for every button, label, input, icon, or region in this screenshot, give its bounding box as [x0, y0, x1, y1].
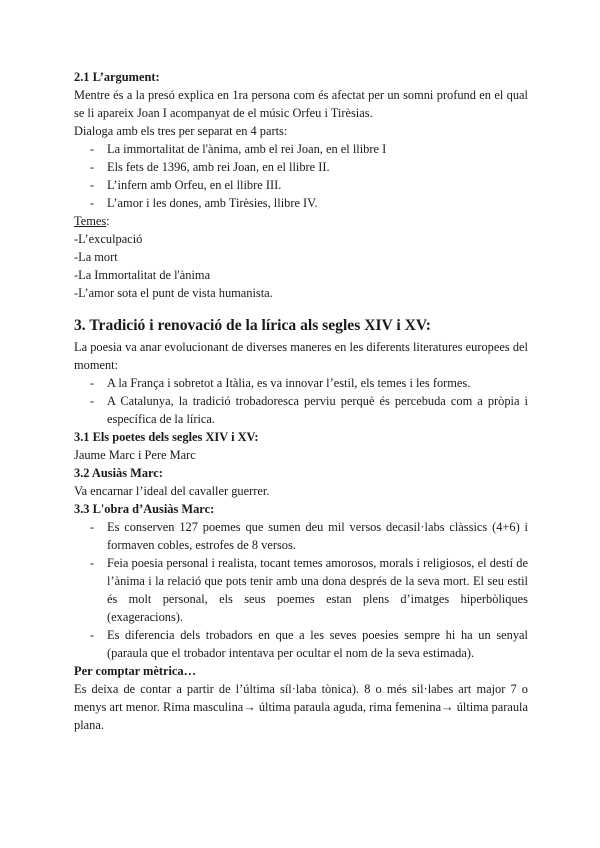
tema-item: -La mort [74, 250, 118, 264]
temes-colon: : [106, 214, 110, 228]
section-2-1-intro: Mentre és a la presó explica en 1ra persona com és afectat per un somni profund en el qual se li apareix Joan I acompanyat de el músic Orfeu i Tirèsias. [74, 88, 528, 120]
tema-item: -L’exculpació [74, 232, 143, 246]
section-3-3-heading: 3.3 L'obra d’Ausiàs Marc: [74, 502, 215, 516]
section-3-2-heading: 3.2 Ausiàs Marc: [74, 466, 163, 480]
section-3-2-text: Va encarnar l’ideal del cavaller guerrer. [74, 484, 270, 498]
section-3-intro: La poesia va anar evolucionant de diverses maneres en les diferents literatures europees del moment: [74, 340, 528, 372]
section-3-list [74, 374, 528, 428]
document-page [74, 68, 528, 734]
metrica-heading: Per comptar mètrica… [74, 664, 197, 678]
metrica-text: Es deixa de contar a partir de l’última síl·laba tònica). 8 o més sil·labes art major 7 o menys art menor. Rima masculina→ última paraula aguda, rima femenina→ última paraula plana. [74, 682, 528, 732]
list-item: - La immortalitat de l'ànima, amb el rei Joan, en el llibre I [74, 140, 528, 158]
list-item: - Es conserven 127 poemes que sumen deu mil versos decasil·labs clàssics (4+6) i formaven cobles, estrofes de 8 versos. [74, 518, 528, 554]
tema-item: -La Immortalitat de l'ànima [74, 268, 211, 282]
tema-item: -L’amor sota el punt de vista humanista. [74, 286, 273, 300]
temes-label-line [74, 212, 528, 230]
temes-label: Temes [74, 214, 107, 228]
section-3-3-list [74, 518, 528, 662]
section-2-1-parts-list [74, 140, 528, 212]
section-2-1-heading: 2.1 L’argument: [74, 70, 160, 84]
list-item: - A la França i sobretot a Itàlia, es va innovar l’estil, els temes i les formes. [74, 374, 528, 392]
list-item: - Els fets de 1396, amb rei Joan, en el llibre II. [74, 158, 528, 176]
section-3-1-heading: 3.1 Els poetes dels segles XIV i XV: [74, 430, 259, 444]
list-item: - Es diferencia dels trobadors en que a les seves poesies sempre hi ha un senyal (paraula que el trobador intentava per ocultar el nom de la seva estimada). [74, 626, 528, 662]
list-item: - Feia poesia personal i realista, tocant temes amorosos, morals i religiosos, el destí de l’ànima i la relació que pots tenir amb una dona després de la seva mort. El seu estil és molt personal, els seus poemes estan plens d’imatges hiperbòliques (exageracions). [74, 554, 528, 626]
section-2-1-dialog-intro: Dialoga amb els tres per separat en 4 parts: [74, 124, 288, 138]
section-3-1-text: Jaume Marc i Pere Marc [74, 448, 196, 462]
list-item: - L’amor i les dones, amb Tirèsies, llibre IV. [74, 194, 528, 212]
list-item: - A Catalunya, la tradició trobadoresca perviu perquè és percebuda com a pròpia i específica de la lírica. [74, 392, 528, 428]
list-item: - L’infern amb Orfeu, en el llibre III. [74, 176, 528, 194]
section-3-heading: 3. Tradició i renovació de la lírica als segles XIV i XV: [74, 317, 431, 334]
